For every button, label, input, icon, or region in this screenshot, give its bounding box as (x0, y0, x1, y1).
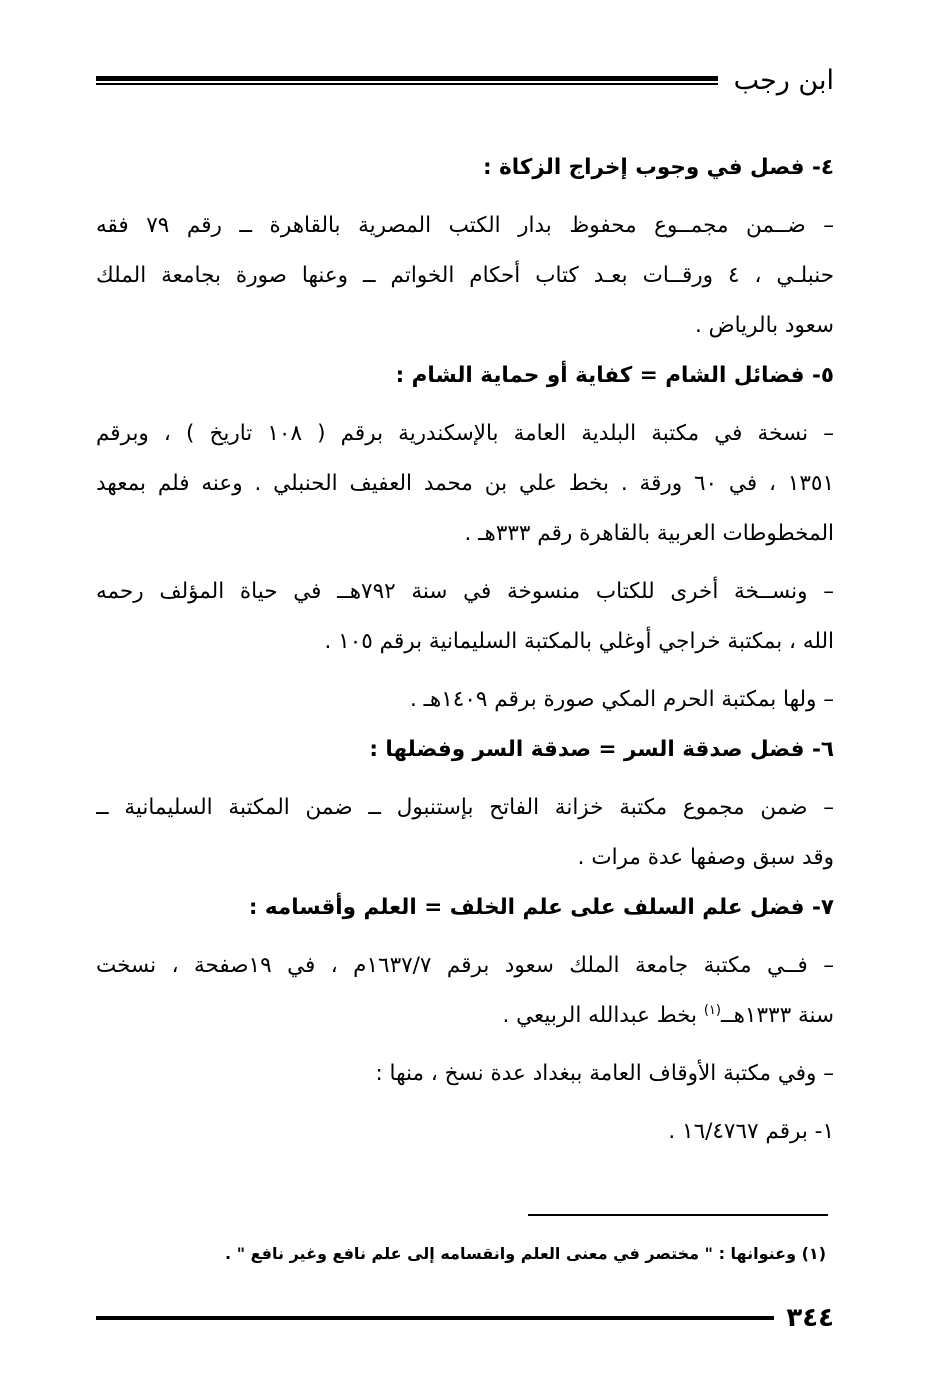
section-6-line-2: وقد سبق وصفها عدة مرات . (577, 845, 834, 870)
section-6-line-1: – ضمن مجموع مكتبة خزانة الفاتح بإستنبول ــ ضمن المكتبة السليمانية ــ (96, 795, 834, 820)
section-4-heading: ٤- فصل في وجوب إخراج الزكاة : (483, 155, 834, 180)
section-7-p1-line-1: – فــي مكتبة جامعة الملك سعود برقم ١٦٣٧/٧م ، في ١٩صفحة ، نسخت (96, 953, 834, 978)
section-4-line-3: سعود بالرياض . (694, 313, 834, 338)
section-4-line-2: حنبلـي ، ٤ ورقــات بعـد كتاب أحكام الخواتم ــ وعنها صورة بجامعة الملك (96, 263, 834, 288)
section-7-heading: ٧- فضل علم السلف على علم الخلف = العلم وأقسامه : (248, 895, 834, 920)
footnote-text: (١) وعنوانها : " مختصر في معنى العلم وانقسامه إلى علم نافع وغير نافع " . (225, 1244, 826, 1263)
footnote-marker[interactable]: (١) (703, 1002, 721, 1018)
section-5-p3: – ولها بمكتبة الحرم المكي صورة برقم ١٤٠٩هـ . (409, 687, 834, 712)
section-5-p1-line-3: المخطوطات العربية بالقاهرة رقم ٣٣٣هـ . (464, 521, 834, 546)
page-content (96, 143, 834, 1157)
section-5-p1-line-2: ١٣٥١ ، في ٦٠ ورقة . بخط علي بن محمد العفيف الحنبلي . وعنه فلم بمعهد (96, 471, 834, 496)
footer-rule (96, 1316, 774, 1320)
section-7-p1-line-2 (96, 991, 834, 1041)
page-footer (96, 1298, 834, 1338)
section-7-scribe: بخط عبدالله الربيعي . (502, 1003, 704, 1028)
section-7-date: سنة ١٣٣٣هــ (720, 1003, 834, 1028)
header-rule (96, 76, 718, 85)
section-5-p1-line-1: – نسخة في مكتبة البلدية العامة بالإسكندرية برقم ( ١٠٨ تاريخ ) ، وبرقم (96, 421, 834, 446)
footnote-separator (528, 1214, 828, 1216)
section-5-p2-line-1: – ونســخة أخرى للكتاب منسوخة في سنة ٧٩٢هــ في حياة المؤلف رحمه (96, 579, 834, 604)
section-6-heading: ٦- فضل صدقة السر = صدقة السر وفضلها : (369, 737, 834, 762)
section-7-p2: – وفي مكتبة الأوقاف العامة ببغداد عدة نسخ ، منها : (375, 1061, 834, 1086)
running-header (96, 60, 834, 100)
section-5-p2-line-2: الله ، بمكتبة خراجي أوغلي بالمكتبة السليمانية برقم ١٠٥ . (324, 629, 834, 654)
header-title: ابن رجب (733, 64, 834, 96)
page-number: ٣٤٤ (786, 1303, 834, 1333)
section-4-line-1: – ضــمن مجمــوع محفوظ بدار الكتب المصرية بالقاهرة ــ رقم ٧٩ فقه (96, 213, 834, 238)
section-7-p3: ١- برقم ١٦/٤٧٦٧ . (668, 1119, 834, 1144)
section-5-heading: ٥- فضائل الشام = كفاية أو حماية الشام : (395, 363, 834, 388)
